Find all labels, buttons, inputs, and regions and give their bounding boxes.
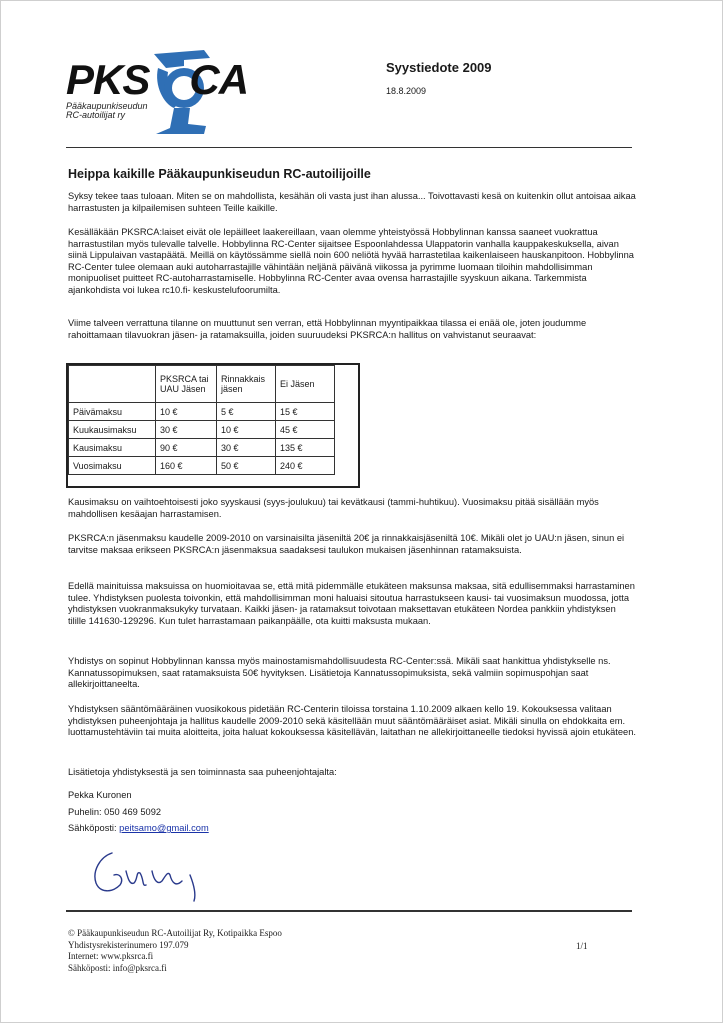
logo-subtitle-line2: RC-autoilijat ry — [66, 110, 126, 120]
paragraph-membership-fee: PKSRCA:n jäsenmaksu kaudelle 2009-2010 on varsinaisilta jäseniltä 20€ ja rinnakkaisjäseniltä 10€. Mikäli olet jo UAU:n jäsen, sinun ei tarvitse maksaa erikseen PKSRCA:n jäsenmaksua saadaksesi taulukon mukaisen jäsenhinnan ratamaksuista. — [68, 533, 625, 555]
bulletin-date: 18.8.2009 — [386, 86, 427, 96]
paragraph-season-fee: Kausimaksu on vaihtoehtoisesti joko syyskausi (syys-joulukuu) tai kevätkausi (tammi-huhtikuu). Vuosimaksu pitää sisällään myös mahdollisen kesäajan harrastamisen. — [68, 497, 599, 519]
table-header-cell: Ei Jäsen — [276, 366, 335, 403]
contact-phone: Puhelin: 050 469 5092 — [68, 806, 162, 817]
table-header-cell: PKSRCA tai UAU Jäsen — [156, 366, 217, 403]
footer-email: Sähköposti: info@pksrca.fi — [68, 962, 167, 973]
table-cell: 15 € — [276, 403, 335, 421]
table-cell: 135 € — [276, 439, 335, 457]
contact-email-label: Sähköposti: — [68, 823, 120, 834]
paragraph-payments: Edellä mainituissa maksuissa on huomioitavaa se, että mitä pidemmälle etukäteen maksunsa maksaa, sitä edullisemmaksi harrastaminen tulee. Yhdistyksen puolesta toivonkin, että mahdollisimman moni haluaisi sitoutua harrastukseen kausi- tai vuosimaksun muodossa, jotta yhdistyksen vuokranmaksukyky turvataan. Kaikki jäsen- ja ratamaksut toivotaan maksettavan etukäteen Nordea pankkiin yhdistyksen tilille 141630-129296. Kun tulet harrastamaan paikanpäälle, ota kuitti maksusta mukaan. — [68, 581, 635, 626]
footer-website: Internet: www.pksrca.fi — [68, 951, 154, 961]
handwritten-signature — [90, 845, 230, 905]
contact-email-line — [68, 823, 636, 835]
table-row — [69, 457, 335, 475]
table-cell: Kausimaksu — [69, 439, 156, 457]
letter-heading: Heippa kaikille Pääkaupunkiseudun RC-autoilijoille — [68, 167, 371, 181]
table-row — [69, 439, 335, 457]
pksrca-logo — [66, 46, 266, 138]
footer-divider — [66, 910, 632, 912]
table-cell: Vuosimaksu — [69, 457, 156, 475]
contact-block — [68, 790, 636, 835]
footer-registry: Yhdistysrekisterinumero 197.079 — [68, 939, 189, 950]
table-cell: Kuukausimaksu — [69, 421, 156, 439]
table-cell: 10 € — [156, 403, 217, 421]
table-header-cell: Rinnakkais jäsen — [217, 366, 276, 403]
fee-table — [68, 365, 335, 475]
contact-email-link[interactable]: peitsamo@gmail.com — [119, 823, 209, 834]
paragraph-sponsorship: Yhdistys on sopinut Hobbylinnan kanssa myös mainostamismahdollisuudesta RC-Center:ssä. Mikäli saat hankittua yhdistykselle ns. Kannatussopimuksen, saat ratamaksuista 50€ hyvityksen. Lisätietoja Kannatussopimuksista, sekä valmiin sopimuspohjan saat allekirjoittaneelta. — [68, 656, 611, 690]
table-cell: 90 € — [156, 439, 217, 457]
table-cell: 160 € — [156, 457, 217, 475]
paragraph-more-info: Lisätietoja yhdistyksestä ja sen toiminnasta saa puheenjohtajalta: — [68, 767, 337, 777]
table-header-row — [69, 366, 335, 403]
logo-subtitle-line1: Pääkaupunkiseudun — [66, 101, 148, 111]
page-number: 1/1 — [576, 941, 588, 951]
table-cell: Päivämaksu — [69, 403, 156, 421]
table-header-cell — [69, 366, 156, 403]
table-cell: 50 € — [217, 457, 276, 475]
logo-wordmark: PKS CA — [66, 56, 249, 103]
paragraph-annual-meeting: Yhdistyksen sääntömääräinen vuosikokous pidetään RC-Centerin tiloissa torstaina 1.10.2009 alkaen kello 19. Kokouksessa valitaan yhdistyksen puheenjohtaja ja hallitus kaudelle 2009-2010 sekä käsitellään muut sääntömääräiset asiat. Mikäli sinulla on ehdokkaita em. luottamustehtäviin tai muita aloitteita, joita haluat kokouksessa käsitellävän, laitathan ne allekirjoittaneelle tiedoksi hyvissä ajoin etukäteen. — [68, 704, 636, 738]
table-cell: 10 € — [217, 421, 276, 439]
table-cell: 240 € — [276, 457, 335, 475]
paragraph-intro: Syksy tekee taas tuloaan. Miten se on mahdollista, kesähän oli vasta just ihan alussa... Toivottavasti kesä on kuitenkin ollut antoisaa aikaa harrastusten ja kilpailemisen suhteen Teille kaikille. — [68, 191, 636, 213]
table-row — [69, 403, 335, 421]
table-cell: 30 € — [156, 421, 217, 439]
contact-name: Pekka Kuronen — [68, 790, 132, 800]
table-cell: 45 € — [276, 421, 335, 439]
bulletin-title: Syystiedote 2009 — [386, 60, 492, 75]
table-cell: 30 € — [217, 439, 276, 457]
footer — [68, 928, 282, 974]
paragraph-fees-intro: Viime talveen verrattuna tilanne on muuttunut sen verran, että Hobbylinnan myyntipaikkaa tilassa ei enää ole, joten joudumme rahoittamaan tilavuokran jäsen- ja ratamaksuilla, joiden suuruudeksi PKSRCA:n hallitus on vahvistanut seuraavat: — [68, 318, 587, 340]
paragraph-hobbylinna: Kesälläkään PKSRCA:laiset eivät ole lepäilleet laakereillaan, vaan olemme yhteistyössä Hobbylinnan kanssa saaneet vuokrattua harrastustilan myös tulevalle talvelle. Hobbylinna RC-Center sijaitsee Espoonlahdessa Ulappatorin vanhalla kauppakeskuksella, aivan siinä Lippulaivan vastapäätä. Meillä on käytössämme siellä noin 600 neliötä hyvää harrastetilaa kaikenlaiseen hauskanpitoon. Hobbylinna RC-Center tulee olemaan auki autoharrastajille vähintään neljänä päivänä viikossa ja pyrimme luomaan tiloihin mahdollisimman monipuoliset puitteet RC-autoharrastamiselle. Hobbylinna RC-Center avaa ovensa harrastajille syyskuun aikana. Tarkemmista ajankohdista voi lukea rc10.fi- keskustelufoorumilta. — [68, 227, 634, 295]
table-row — [69, 421, 335, 439]
footer-copyright: © Pääkaupunkiseudun RC-Autoilijat Ry, Kotipaikka Espoo — [68, 928, 282, 938]
header-divider — [66, 147, 632, 148]
table-cell: 5 € — [217, 403, 276, 421]
